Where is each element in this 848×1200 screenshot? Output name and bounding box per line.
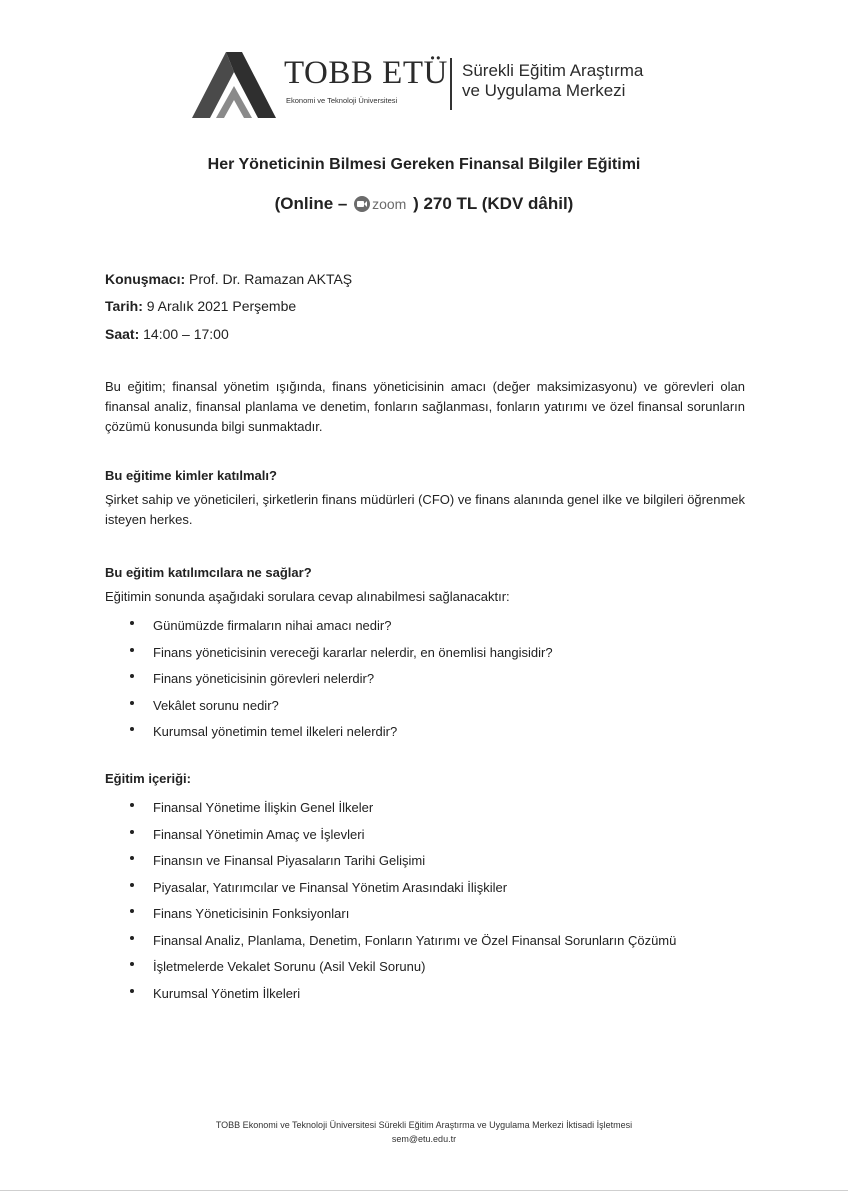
footer-institution: TOBB Ekonomi ve Teknoloji Üniversitesi Sürekli Eğitim Araştırma ve Uygulama Merkezi İktisadi İşletmesi	[215, 1120, 633, 1130]
time-line	[105, 326, 229, 342]
list-item: Finans Yöneticisinin Fonksiyonları	[128, 901, 676, 928]
center-name-line1: Sürekli Eğitim Araştırma	[462, 61, 644, 80]
benefits-list	[128, 613, 553, 746]
page-bottom-edge	[0, 1190, 848, 1191]
intro-paragraph: Bu eğitim; finansal yönetim ışığında, finans yöneticisinin amacı (değer maksimizasyonu) ve görevleri olan finansal analiz, finansal planlama ve denetim, fonların sağlanması, fonların yatırımı ve özel finansal sorunların çözümü konusunda bilgi sunmaktadır.	[105, 379, 745, 434]
document-subtitle	[0, 194, 848, 214]
subtitle-prefix: (Online –	[274, 194, 348, 213]
speaker-line	[105, 271, 352, 287]
zoom-wordmark: zoom	[372, 196, 407, 212]
speaker-label: Konuşmacı:	[105, 271, 186, 287]
benefits-intro: Eğitimin sonunda aşağıdaki sorulara cevap alınabilmesi sağlanacaktır:	[105, 589, 510, 604]
brand-name: TOBB ETÜ	[284, 55, 448, 91]
time-label: Saat:	[105, 326, 140, 342]
footer-email[interactable]: sem@etu.edu.tr	[391, 1134, 457, 1144]
content-heading: Eğitim içeriği:	[105, 771, 191, 786]
subtitle-price: ) 270 TL (KDV dâhil)	[413, 194, 574, 213]
list-item: Vekâlet sorunu nedir?	[128, 693, 553, 720]
list-item: Finans yöneticisinin vereceği kararlar nelerdir, en önemlisi hangisidir?	[128, 640, 553, 667]
list-item: Finansal Analiz, Planlama, Denetim, Fonların Yatırımı ve Özel Finansal Sorunların Çözümü	[128, 928, 676, 955]
list-item: Piyasalar, Yatırımcılar ve Finansal Yönetim Arasındaki İlişkiler	[128, 875, 676, 902]
speaker-value: Prof. Dr. Ramazan AKTAŞ	[185, 271, 353, 287]
list-item: Finansın ve Finansal Piyasaların Tarihi Gelişimi	[128, 848, 676, 875]
time-value: 14:00 – 17:00	[139, 326, 229, 342]
brand-subtitle: Ekonomi ve Teknoloji Üniversitesi	[286, 96, 398, 105]
center-name-line2: ve Uygulama Merkezi	[462, 81, 626, 100]
list-item: Kurumsal yönetimin temel ilkeleri nelerdir?	[128, 719, 553, 746]
center-name	[462, 61, 643, 101]
list-item: Finans yöneticisinin görevleri nelerdir?	[128, 666, 553, 693]
zoom-camera-icon	[354, 196, 370, 212]
list-item: Finansal Yönetime İlişkin Genel İlkeler	[128, 795, 676, 822]
date-value: 9 Aralık 2021 Perşembe	[142, 298, 297, 314]
list-item: Finansal Yönetimin Amaç ve İşlevleri	[128, 822, 676, 849]
list-item: İşletmelerde Vekalet Sorunu (Asil Vekil Sorunu)	[128, 954, 676, 981]
document-title: Her Yöneticinin Bilmesi Gereken Finansal Bilgiler Eğitimi	[207, 156, 641, 173]
audience-text: Şirket sahip ve yöneticileri, şirketlerin finans müdürleri (CFO) ve finans alanında genel ilke ve bilgileri öğrenmek isteyen herkes.	[105, 492, 745, 527]
header-divider	[450, 58, 452, 110]
audience-heading: Bu eğitime kimler katılmalı?	[105, 468, 277, 483]
list-item: Kurumsal Yönetim İlkeleri	[128, 981, 676, 1008]
tobb-etu-logo-icon	[192, 50, 276, 120]
zoom-logo	[354, 196, 406, 212]
date-label: Tarih:	[105, 298, 143, 314]
benefits-heading: Bu eğitim katılımcılara ne sağlar?	[105, 565, 312, 580]
date-line	[105, 298, 296, 314]
content-list	[128, 795, 676, 1007]
list-item: Günümüzde firmaların nihai amacı nedir?	[128, 613, 553, 640]
